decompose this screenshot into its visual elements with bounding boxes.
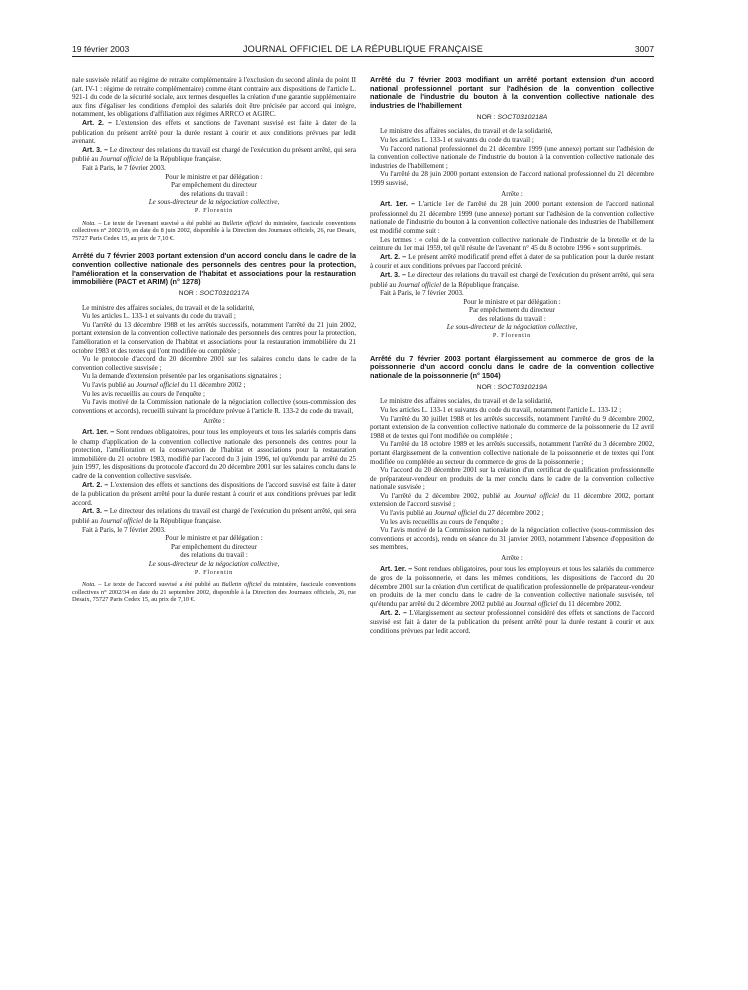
nor-reference: NOR : SOCT0310218A <box>476 113 548 121</box>
article-label: Art. 2. – <box>380 253 407 261</box>
visa-line: Vu l'arrêté du 2 décembre 2002, publié au Journal officiel du 11 décembre 2002, portant extension de l'accord susvisé ; <box>370 491 654 509</box>
signature-line: Par empêchement du directeur <box>171 542 257 551</box>
visa-line: Vu l'avis publié au Journal officiel du 11 décembre 2002 ; <box>82 381 246 390</box>
visa-line: Vu l'avis motivé de la Commission nationale de la négociation collective (sous-commission des conventions et accords), recueilli suivant la procédure prévue à l'article R. 133-2 du code du travail, <box>72 398 356 415</box>
visa-line: Vu la demande d'extension présentée par les organisations signataires ; <box>82 372 282 381</box>
article-paragraph: Art. 2. – Le présent arrêté modificatif prend effet à dater de sa publication pour la durée restant à courir et aux conditions prévues par l'accord précité. <box>370 252 654 271</box>
article-label: Art. 3. – <box>82 146 108 154</box>
visa-line: Vu les articles L. 133-1 et suivants du code du travail ; <box>380 136 534 144</box>
decrees-heading: Arrête : <box>501 554 523 563</box>
signature-line: Pour le ministre et par délégation : <box>165 534 263 543</box>
signature-title: Le sous-directeur de la négociation collective, <box>148 559 280 568</box>
decree-title: Arrêté du 7 février 2003 portant élargissement au commerce de gros de la poissonnerie d'un accord conclu dans le cadre de la convention collective nationale de la poissonnerie (n° 1504) <box>370 353 654 381</box>
nota-note: Nota. – Le texte de l'avenant susvisé a été publié au Bulletin officiel du ministère, fascicule conventions collectives n° 2002/19, en date du 8 juin 2002, disponible à la Direction des Journaux officiels, 26, rue Desaix, 75727 Paris Cedex 15, au prix de 7,10 €. <box>72 219 356 242</box>
visa-line: Vu les avis recueillis au cours de l'enquête ; <box>82 389 205 398</box>
visa-line: Le ministre des affaires sociales, du travail et de la solidarité, <box>82 303 255 312</box>
article-paragraph: Art. 1er. – L'article 1er de l'arrêté du 28 juin 2000 portant extension de l'accord national professionnel du 21 décembre 1999 (une annexe) portant sur l'adhésion de la convention collective nationale de l'industrie du bouton à la convention collective nationale des industries de l'habillement est modifié comme suit : <box>370 200 654 235</box>
nota-note: Nota. – Le texte de l'accord susvisé a été publié au Bulletin officiel du ministère, fascicule conventions collectives n° 2002/34 en date du 21 septembre 2002, disponible à la Direction des Journaux officiels, 26, rue Desaix, 75727 Paris Cedex 15, au prix de 7,10 €. <box>72 581 356 604</box>
visa-line: Vu le protocole d'accord du 20 décembre 2001 sur les salaires conclu dans le cadre de la convention collective susvisée ; <box>72 355 356 372</box>
visa-line: Vu les articles L. 133-1 et suivants du code du travail, notamment l'article L. 133-12 ; <box>380 405 622 414</box>
article-paragraph: Art. 1er. – Sont rendues obligatoires, pour tous les employeurs et tous les salariés compris dans le champ d'application de la convention collective nationale des personnels des centres pour la protection, l'amélioration et la conservation de l'habitat et associations pour la restauration immobilière du 21 octobre 1983, modifié par l'accord du 3 juin 1996, tel qu'étendu par arrêté du 25 juin 1997, les dispositions du protocole d'accord du 20 décembre 2001 sur les salaires conclu dans le cadre de la convention collective susvisée. <box>72 428 356 480</box>
article-label: Art. 2. – <box>82 119 112 127</box>
visa-line: Le ministre des affaires sociales, du travail et de la solidarité, <box>380 127 553 136</box>
signature-title: Le sous-directeur de la négociation collective, <box>148 198 280 207</box>
visa-line: Vu l'arrêté du 28 juin 2000 portant extension de l'accord national professionnel du 21 décembre 1999 susvisé, <box>370 170 654 187</box>
article-paragraph: Art. 3. – Le directeur des relations du travail est chargé de l'exécution du présent arrêté, qui sera publié au Journal officiel de la République française. <box>72 507 356 525</box>
nor-reference: NOR : SOCT0310217A <box>178 290 250 298</box>
running-head <box>72 42 654 56</box>
article-label: Art. 1er. – <box>82 429 115 436</box>
article-paragraph: Art. 2. – L'extension des effets et sanctions des dispositions de l'accord susvisé est faite à dater de la publication du présent arrêté pour la durée restant à courir et aux conditions prévues par ledit accord. <box>72 480 356 507</box>
right-column <box>370 76 654 635</box>
visa-line: Vu l'accord national professionnel du 21 décembre 1999 (une annexe) portant sur l'adhésion de la convention collective nationale de l'industrie du bouton à la convention collective nationale des industries de l'habillement ; <box>370 144 654 170</box>
visa-line: Vu l'arrêté du 30 juillet 1988 et les arrêtés successifs, notamment l'arrêté du 9 décembre 2002, portant extension de la convention collective nationale du commerce de la poissonnerie du 12 avril 1988 et de textes qui l'ont modifiée ou complétée ; <box>370 414 654 440</box>
decree-title: Arrêté du 7 février 2003 modifiant un arrêté portant extension d'un accord national professionnel portant sur l'adhésion de la convention collective nationale de l'industrie du bouton à la convention collective nationale des industries de l'habillement <box>370 75 654 111</box>
signature-line: des relations du travail : <box>180 551 248 560</box>
article-label: Art. 1er. – <box>380 565 413 573</box>
article-label: Art. 2. – <box>380 609 407 617</box>
visa-line: Vu l'avis motivé de la Commission nationale de la négociation collective (sous-commission des conventions et accords), rendu en séance du 31 janvier 2003, notamment l'absence d'opposition de ses membres, <box>370 526 654 552</box>
done-at: Fait à Paris, le 7 février 2003. <box>380 289 464 298</box>
visa-line: Vu l'arrêté du 18 octobre 1989 et les arrêtés successifs, notamment l'arrêté du 3 décembre 2002, portant élargissement de la convention collective nationale de la poissonnerie et de textes qui l'ont modifiée ou complétée au secteur du commerce de gros de la poissonnerie ; <box>370 440 654 466</box>
visa-line: Vu l'accord du 20 décembre 2001 sur la création d'un certificat de qualification professionnelle de préparateur-vendeur en produits de la mer conclu dans le cadre de la convention collective nationale susvisée ; <box>370 466 654 492</box>
page-number: 3007 <box>634 44 654 54</box>
visa-line: Vu les avis recueillis au cours de l'enquête ; <box>380 517 503 526</box>
article-label: Art. 2. – <box>82 481 109 489</box>
article-paragraph: Art. 2. – L'élargissement au secteur professionnel considéré des effets et sanctions de l'accord susvisé est fait à dater de la publication du présent arrêté pour la durée restant à courir et aux conditions prévues par ledit accord. <box>370 608 654 635</box>
article-label: Art. 1er. – <box>380 201 416 209</box>
visa-line: Vu l'arrêté du 13 décembre 1988 et les arrêtés successifs, notamment l'arrêté du 21 juin 2002, portant extension de la convention collective nationale des personnels des centres pour la protection, l'amélioration et la conservation de l'habitat et associations pour la restauration immobilière du 21 octobre 1983 et des textes qui l'ont modifiée ou complétée ; <box>72 320 356 355</box>
signatory-name: P. Florentin <box>194 206 234 214</box>
visa-line: Vu les articles L. 133-1 et suivants du code du travail ; <box>82 312 236 321</box>
signature-line: Pour le ministre et par délégation : <box>463 297 561 306</box>
article-paragraph: Art. 3. – Le directeur des relations du travail est chargé de l'exécution du présent arrêté, qui sera publié au Journal officiel de la République française. <box>72 145 356 164</box>
article-paragraph: Art. 2. – L'extension des effets et sanctions de l'avenant susvisé est faite à dater de la publication du présent arrêté pour la durée restant à courir et aux conditions prévues par ledit avenant. <box>72 118 356 146</box>
article-label: Art. 3. – <box>380 271 406 279</box>
header-rule <box>72 56 654 57</box>
signature-title: Le sous-directeur de la négociation collective, <box>446 323 578 332</box>
done-at: Fait à Paris, le 7 février 2003. <box>82 525 166 534</box>
decrees-heading: Arrête : <box>501 189 523 198</box>
article-label: Art. 3. – <box>82 508 108 516</box>
signature-line: des relations du travail : <box>478 314 546 323</box>
journal-title: JOURNAL OFFICIEL DE LA RÉPUBLIQUE FRANÇAISE <box>242 44 484 54</box>
quoted-terms: Les termes : « celui de la convention collective nationale de l'industrie de la bretelle et de la ceinture du 1er mai 1959, tel qu'il résulte de l'avenant n° 45 du 8 octobre 1996 » sont supprimés. <box>370 235 654 253</box>
decree-title: Arrêté du 7 février 2003 portant extension d'un accord conclu dans le cadre de la convention collective nationale des personnels des centres pour la protection, l'amélioration et la conservation de l'habitat et associations pour la restauration immobilière (PACT et ARIM) (n° 1278) <box>72 251 356 287</box>
visa-line: Vu l'avis publié au Journal officiel du 27 décembre 2002 ; <box>380 509 544 518</box>
signature-line: Par empêchement du directeur <box>469 306 555 315</box>
nor-reference: NOR : SOCT0310219A <box>476 383 548 391</box>
issue-date: 19 février 2003 <box>72 44 130 54</box>
visa-line: Le ministre des affaires sociales, du travail et de la solidarité, <box>380 397 553 406</box>
article-paragraph: Art. 1er. – Sont rendues obligatoires, pour tous les employeurs et tous les salariés du commerce de gros de la poissonnerie, et dans les mêmes conditions, les dispositions de l'accord du 20 décembre 2001 sur la création d'un certificat de qualification professionnelle de préparateur-vendeur en produits de la mer conclu dans le cadre de la convention collective nationale susvisée, tel qu'étendu par arrêté du 2 décembre 2002 publié au Journal officiel du 11 décembre 2002. <box>370 564 654 609</box>
decrees-heading: Arrête : <box>203 417 225 426</box>
signatory-name: P. Florentin <box>194 568 234 576</box>
done-at: Fait à Paris, le 7 février 2003. <box>82 163 166 172</box>
signature-line: des relations du travail : <box>180 189 248 198</box>
left-column <box>72 76 356 604</box>
signatory-name: P. Florentin <box>492 332 532 340</box>
article-paragraph: Art. 3. – Le directeur des relations du travail est chargé de l'exécution du présent arrêté, qui sera publié au Journal officiel de la République française. <box>370 270 654 289</box>
continued-paragraph: nale susvisée relatif au régime de retraite complémentaire à l'exclusion du second alinéa du point II (art. IV-1 : régime de retraite complémentaire) comme étant contraire aux dispositions de l'article L. 921-1 du code de la sécurité sociale, aux termes desquelles la création d'une garantie supplémentaire aux fins d'égaliser les conditions d'emploi des salariés doit être précisée par accord qui intègre, notamment, les obligations d'affiliation aux régimes ARRCO et AGIRC. <box>72 76 356 119</box>
signature-line: Par empêchement du directeur <box>171 181 257 190</box>
signature-line: Pour le ministre et par délégation : <box>165 172 263 181</box>
